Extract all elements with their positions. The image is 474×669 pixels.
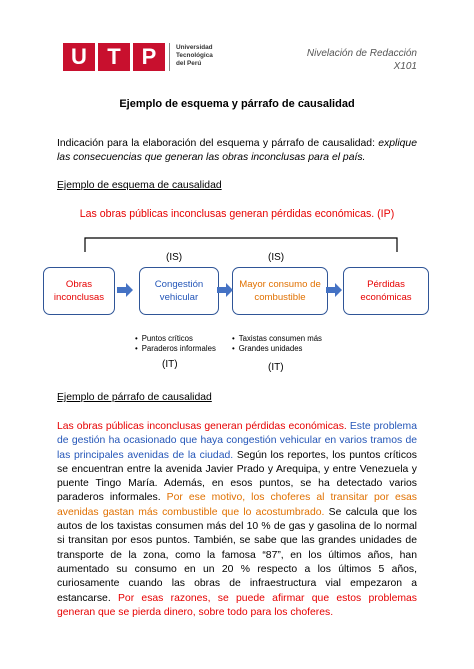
arrow-right-icon <box>326 283 342 297</box>
list-item: • Grandes unidades <box>232 344 322 354</box>
causality-paragraph <box>57 420 417 620</box>
it-label-1: (IT) <box>162 359 178 370</box>
paragraph-segment: Las obras públicas inconclusas generan pérdidas económicas. <box>57 421 347 432</box>
schema-heading: Ejemplo de esquema de causalidad <box>57 180 222 191</box>
list-item: • Puntos críticos <box>135 334 216 344</box>
is-label-2: (IS) <box>268 252 285 263</box>
logo-line-2: Tecnológica <box>176 52 213 59</box>
paragraph-segment: Se calcula que los autos de los taxistas consumen más del 10 % de gas y gasolina de lo normal si transitan por esos puntos. También, se sabe que las grandes unidades de transporte de la zona, como la famosa “87”, en los últimos años, han aumentado su consumo en un 20 % respecto a los últimos 5 años, curiosamente cuando las obras de infraestructura vial empezaron a estancarse. <box>57 506 417 604</box>
list-item: • Paraderos informales <box>135 344 216 354</box>
arrow-right-icon <box>217 283 233 297</box>
bullets-congestion <box>135 334 216 354</box>
list-item: • Taxistas consumen más <box>232 334 322 344</box>
paragraph-segment: Este problema de gestión ha ocasionado que haya congestión vehicular en varios tramos de las principales avenidas de la ciudad. <box>57 421 417 461</box>
logo-letter-u: U <box>63 43 95 71</box>
paragraph-heading: Ejemplo de párrafo de causalidad <box>57 392 212 403</box>
paragraph-segment: Según los reportes, los puntos críticos se encuentran entre la avenida Javier Prado y Arequipa, y entre Venezuela y puente Tingo María. Además, en esos puntos, se ha detectado varios paraderos informales. <box>57 449 417 504</box>
course-name: Nivelación de Redacción <box>306 48 417 59</box>
instruction-lead: Indicación para la elaboración del esquema y párrafo de causalidad: <box>57 138 379 149</box>
instruction-task: explique las consecuencias que generan las obras inconclusas para el país. <box>57 138 417 163</box>
is-label-1: (IS) <box>166 252 183 263</box>
paragraph-segment: Por esas razones, se puede afirmar que estos problemas generan que se pierda dinero, sobre todo para los choferes. <box>57 592 417 618</box>
box-mayor-consumo: Mayor consumo de combustible <box>232 267 328 315</box>
box-perdidas-economicas: Pérdidas económicas <box>343 267 429 315</box>
paragraph-segment: Por ese motivo, los choferes al transitar por esas avenidas gastan más combustible que lo acostumbrado. <box>57 492 417 518</box>
box-congestion-vehicular: Congestión vehicular <box>139 267 219 315</box>
logo-line-1: Universidad <box>176 44 213 51</box>
logo-letter-t: T <box>98 43 130 71</box>
it-label-2: (IT) <box>268 362 284 373</box>
logo-line-3: del Perú <box>176 60 202 67</box>
box-obras-inconclusas: Obras inconclusas <box>43 267 115 315</box>
main-statement: Las obras públicas inconclusas generan pérdidas económicas. (IP) <box>79 208 395 220</box>
bullets-consumo <box>232 334 322 354</box>
arrow-right-icon <box>117 283 133 297</box>
page-title: Ejemplo de esquema y párrafo de causalidad <box>119 98 355 110</box>
course-code: X101 <box>393 61 417 72</box>
logo-letter-p: P <box>133 43 165 71</box>
